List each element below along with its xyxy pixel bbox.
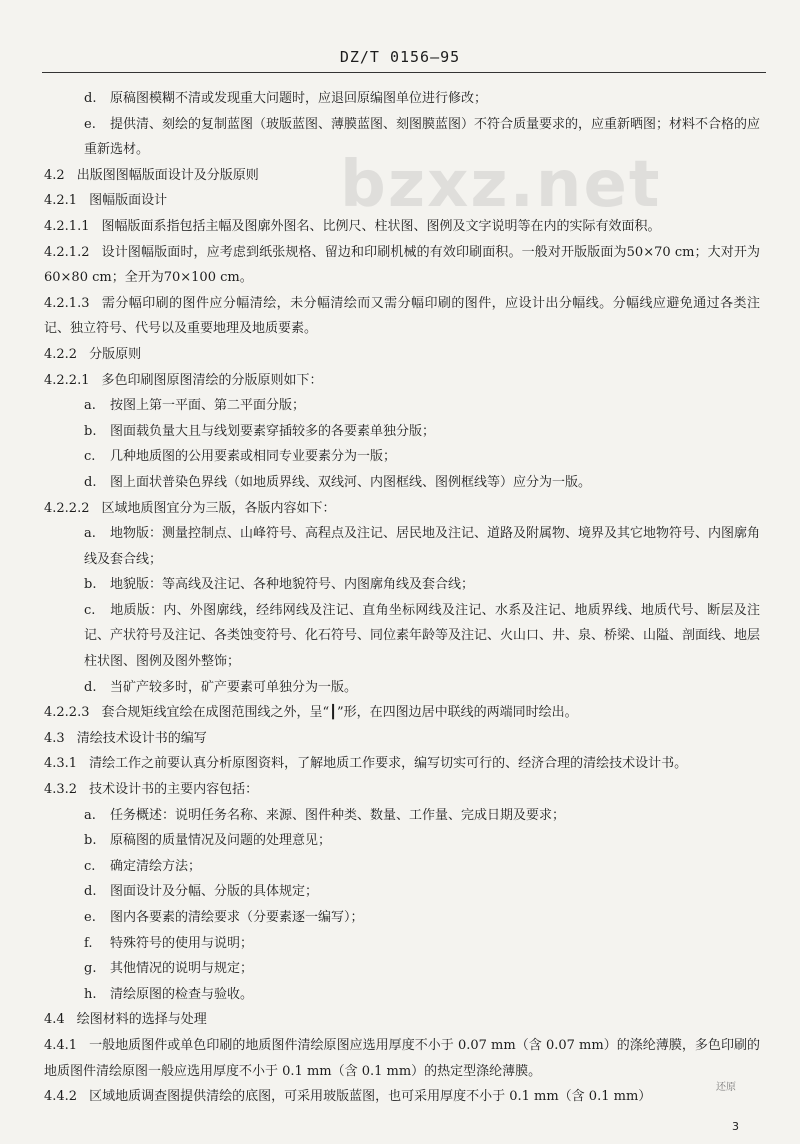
clause-text: 当矿产较多时，矿产要素可单独分为一版。 [110,679,358,695]
clause-number: d. [84,884,97,900]
clause-number: a. [84,398,96,414]
clause-number: 4.2.1.3 [44,295,90,311]
clause-number: 4.4.2 [44,1089,78,1105]
clause-number: c. [84,602,96,618]
clause-text: 清绘技术设计书的编写 [76,730,207,746]
clause-text: 按图上第一平面、第二平面分版； [110,398,306,414]
paragraph [44,240,760,291]
clause-text: 地貌版：等高线及注记、各种地貌符号、内图廓角线及套合线； [110,577,475,593]
clause-text: 图幅版面系指包括主幅及图廓外图名、比例尺、柱状图、图例及文字说明等在内的实际有效面积。 [101,218,661,234]
clause-text: 地质版：内、外图廓线，经纬网线及注记、直角坐标网线及注记、水系及注记、地质界线、地质代号、断层及注记、产状符号及注记、各类蚀变符号、化石符号、同位素年龄等及注记、火山口、井、泉、桥梁、山隘、剖面线、地层柱状图、图例及图外整饰； [84,602,761,670]
clause-number: 4.2.2 [44,346,78,362]
clause-number: 4.3.1 [44,756,78,772]
clause-text: 图幅版面设计 [89,193,168,209]
paragraph [44,777,760,803]
paragraph [44,726,760,752]
paragraph [44,854,760,880]
clause-text: 一般地质图件或单色印刷的地质图件清绘原图应选用厚度不小于 0.07 mm（含 0.07 mm）的涤纶薄膜，多色印刷的地质图件清绘原图一般应选用厚度不小于 0.1 mm（含 0.1 mm）的热定型涤纶薄膜。 [44,1037,760,1079]
paragraph [44,86,760,112]
clause-number: h. [84,986,97,1002]
clause-text: 需分幅印刷的图件应分幅清绘，未分幅清绘而又需分幅印刷的图件，应设计出分幅线。分幅线应避免通过各类注记、独立符号、代号以及重要地理及地质要素。 [44,295,760,337]
clause-text: 其他情况的说明与规定； [110,961,254,977]
clause-text: 图上面状普染色界线（如地质界线、双线河、内图框线、图例框线等）应分为一版。 [110,474,592,490]
clause-number: e. [84,116,96,132]
paragraph [44,470,760,496]
paragraph [44,803,760,829]
clause-number: a. [84,526,96,542]
clause-text: 提供清、刻绘的复制蓝图（玻版蓝图、薄膜蓝图、刻图膜蓝图）不符合质量要求的，应重新晒图；材料不合格的应重新选材。 [84,116,761,158]
clause-text: 图内各要素的清绘要求（分要素逐一编写）； [110,910,364,925]
clause-number: b. [84,577,97,593]
clause-number: d. [84,679,97,695]
clause-number: 4.2 [44,167,65,183]
clause-text: 清绘工作之前要认真分析原图资料，了解地质工作要求，编写切实可行的、经济合理的清绘技术设计书。 [89,756,688,772]
clause-number: 4.4 [44,1012,65,1028]
paragraph [44,214,760,240]
paragraph [44,368,760,394]
paragraph [44,291,760,342]
clause-number: 4.2.1.1 [44,218,90,234]
paragraph [44,751,760,777]
clause-number: 4.2.1 [44,193,78,209]
clause-number: g. [84,961,97,977]
clause-text: 几种地质图的公用要素或相同专业要素分为一版； [110,449,397,465]
paragraph [44,598,760,675]
clause-text: 分版原则 [89,346,142,362]
clause-text: 任务概述：说明任务名称、来源、图件种类、数量、工作量、完成日期及要求； [110,807,566,823]
clause-text: 特殊符号的使用与说明； [110,935,254,951]
clause-text: 区域地质图宜分为三版，各版内容如下： [101,500,336,516]
clause-text: 套合规矩线宜绘在成图范围线之外，呈“┃”形，在四图边居中联线的两端同时绘出。 [101,705,578,721]
header-rule [42,72,766,73]
clause-number: a. [84,807,96,823]
stamp-mark: 还原 [716,1082,736,1093]
paragraph [44,879,760,905]
clause-number: 4.2.2.1 [44,372,90,388]
clause-text: 确定清绘方法； [110,858,202,874]
clause-text: 设计图幅版面时，应考虑到纸张规格、留边和印刷机械的有效印刷面积。一般对开版版面为50×70 cm；大对开为60×80 cm；全开为70×100 cm。 [44,244,760,286]
paragraph [44,496,760,522]
paragraph [44,675,760,701]
clause-number: e. [84,910,96,925]
clause-text: 图面设计及分幅、分版的具体规定； [110,884,319,900]
paragraph [44,905,760,931]
clause-number: f. [84,935,93,951]
body-text [44,86,760,1110]
page-number: 3 [732,1120,739,1133]
clause-number: b. [84,423,97,439]
paragraph [44,342,760,368]
clause-number: 4.4.1 [44,1037,78,1053]
clause-text: 地物版：测量控制点、山峰符号、高程点及注记、居民地及注记、道路及附属物、境界及其它地物符号、内图廓角线及套合线； [84,526,761,567]
standard-code-header: DZ/T 0156—95 [339,48,461,66]
paragraph [44,521,760,572]
paragraph [44,931,760,957]
paragraph [44,982,760,1008]
clause-number: d. [84,91,97,106]
paragraph [44,956,760,982]
clause-number: 4.2.2.3 [44,705,90,721]
clause-text: 技术设计书的主要内容包括： [89,782,259,798]
clause-text: 绘图材料的选择与处理 [76,1012,207,1028]
paragraph [44,1084,760,1110]
watermark: bzxz.net [340,148,662,222]
paragraph [44,393,760,419]
clause-number: 4.2.2.2 [44,500,90,516]
clause-number: 4.3.2 [44,782,78,798]
clause-text: 清绘原图的检查与验收。 [110,986,254,1002]
clause-number: c. [84,449,96,465]
clause-number: c. [84,858,96,874]
paragraph [44,163,760,189]
clause-number: b. [84,833,97,849]
paragraph [44,188,760,214]
paragraph [44,700,760,726]
clause-text: 图面载负量大且与线划要素穿插较多的各要素单独分版； [110,423,436,439]
clause-number: d. [84,474,97,490]
paragraph [44,112,760,163]
clause-number: 4.3 [44,730,65,746]
clause-number: 4.2.1.2 [44,244,90,260]
paragraph [44,1033,760,1084]
clause-text: 原稿图模糊不清或发现重大问题时，应退回原编图单位进行修改； [110,91,488,106]
clause-text: 原稿图的质量情况及问题的处理意见； [110,833,332,849]
clause-text: 多色印刷图原图清绘的分版原则如下： [101,372,323,388]
paragraph [44,444,760,470]
paragraph [44,1007,760,1033]
paragraph [44,828,760,854]
paragraph [44,572,760,598]
clause-text: 出版图图幅版面设计及分版原则 [76,167,259,183]
clause-text: 区域地质调查图提供清绘的底图，可采用玻版蓝图，也可采用厚度不小于 0.1 mm（含 0.1 mm） [89,1089,652,1105]
paragraph [44,419,760,445]
